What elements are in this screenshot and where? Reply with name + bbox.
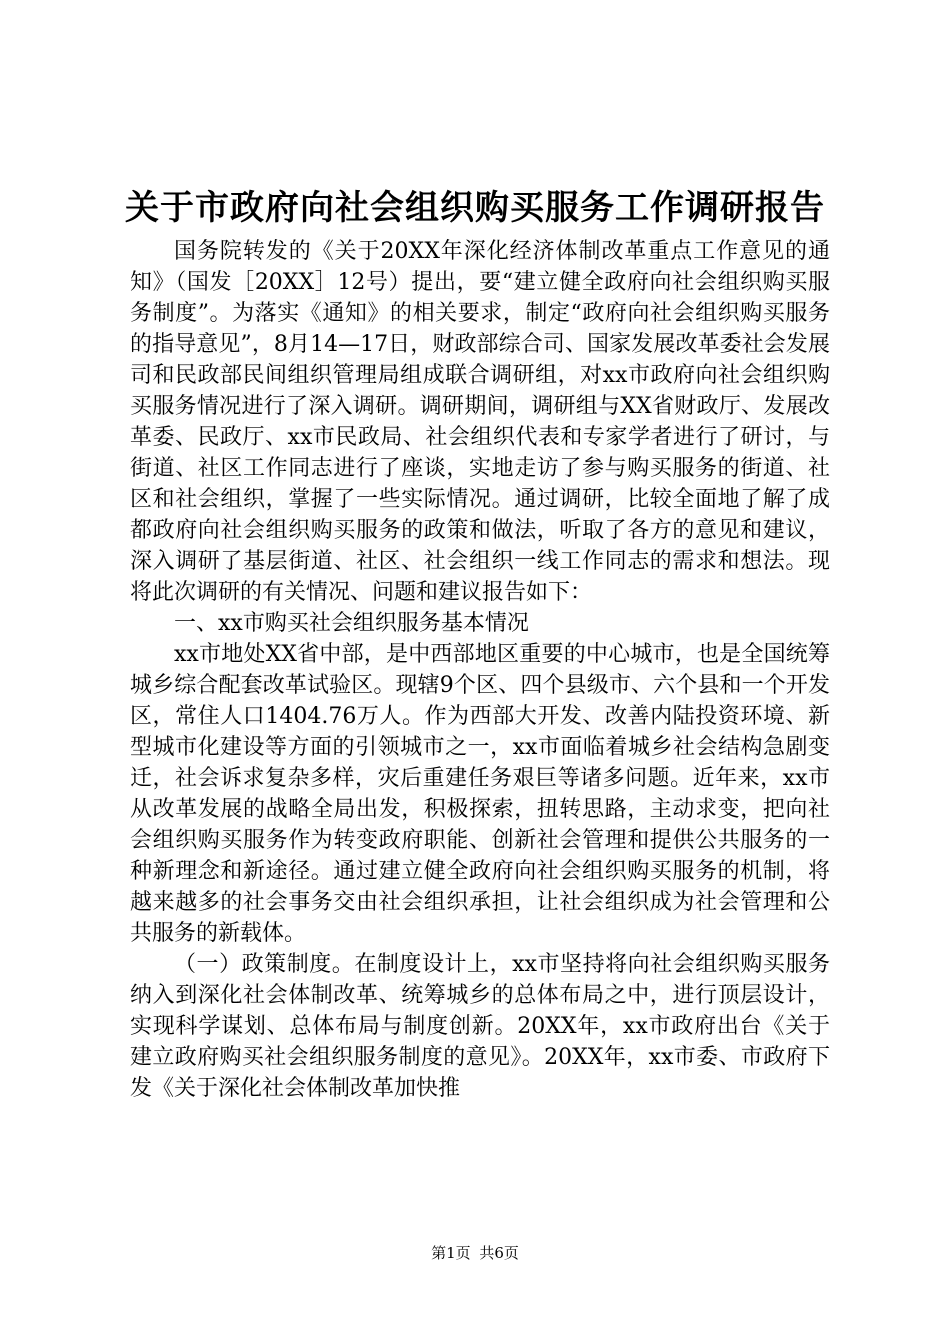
page-number: 第1页 <box>431 1244 471 1262</box>
document-title: 关于市政府向社会组织购买服务工作调研报告 <box>125 188 825 228</box>
page-total: 共6页 <box>479 1244 519 1262</box>
body-paragraph-overview: xx市地处XX省中部，是中西部地区重要的中心城市，也是全国统筹城乡综合配套改革试验区。现辖9个区、四个县级市、六个县和一个开发区，常住人口1404.76万人。作为西部大开发、改善内陆投资环境、新型城市化建设等方面的引领城市之一，xx市面临着城乡社会结构急剧变迁，社会诉求复杂多样，灾后重建任务艰巨等诸多问题。近年来，xx市从改革发展的战略全局出发，积极探索，扭转思路，主动求变，把向社会组织购买服务作为转变政府职能、创新社会管理和提供公共服务的一种新理念和新途径。通过建立健全政府向社会组织购买服务的机制，将越来越多的社会事务交由社会组织承担，让社会组织成为社会管理和公共服务的新载体。 <box>130 642 830 946</box>
section-heading: 一、xx市购买社会组织服务基本情况 <box>174 611 529 636</box>
body-paragraph-intro: 国务院转发的《关于20XX年深化经济体制改革重点工作意见的通知》（国发［20XX］12号）提出，要“建立健全政府向社会组织购买服务制度”。为落实《通知》的相关要求，制定“政府向社会组织购买服务的指导意见”，8月14—17日，财政部综合司、国家发展改革委社会发展司和民政部民间组织管理局组成联合调研组，对xx市政府向社会组织购买服务情况进行了深入调研。调研期间，调研组与XX省财政厅、发展改革委、民政厅、xx市民政局、社会组织代表和专家学者进行了研讨，与街道、社区工作同志进行了座谈，实地走访了参与购买服务的街道、社区和社会组织，掌握了一些实际情况。通过调研，比较全面地了解了成都政府向社会组织购买服务的政策和做法，听取了各方的意见和建议，深入调研了基层街道、社区、社会组织一线工作同志的需求和想法。现将此次调研的有关情况、问题和建议报告如下： <box>130 239 830 605</box>
body-paragraph-policy: （一）政策制度。在制度设计上，xx市坚持将向社会组织购买服务纳入到深化社会体制改革、统筹城乡的总体布局之中，进行顶层设计，实现科学谋划、总体布局与制度创新。20XX年，xx市政府出台《关于建立政府购买社会组织服务制度的意见》。20XX年，xx市委、市政府下发《关于深化社会体制改革加快推 <box>130 952 830 1101</box>
document-body <box>130 236 830 1104</box>
page-footer <box>0 1243 950 1263</box>
